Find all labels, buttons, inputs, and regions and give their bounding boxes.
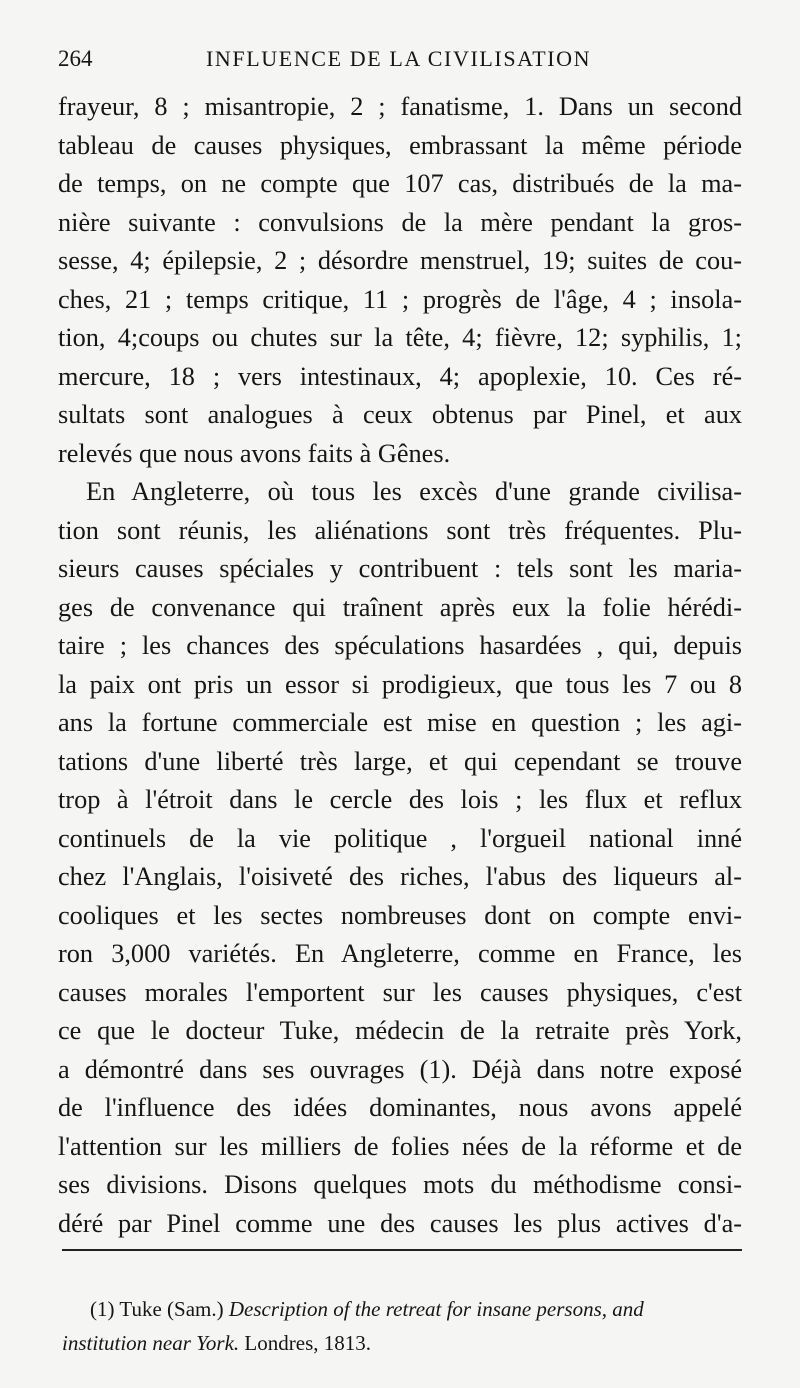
text-line: nière suivante : convulsions de la mère pendant la gros- bbox=[58, 207, 742, 237]
text-line: causes morales l'emportent sur les causes physiques, c'est bbox=[58, 977, 742, 1007]
text-line: relevés que nous avons faits à Gênes. bbox=[58, 438, 451, 468]
text-line: ches, 21 ; temps critique, 11 ; progrès de l'âge, 4 ; insola- bbox=[58, 284, 742, 314]
footnote bbox=[62, 1292, 746, 1360]
text-line: ron 3,000 variétés. En Angleterre, comme en France, les bbox=[58, 939, 742, 968]
text-line: tion sont réunis, les aliénations sont très fréquentes. Plu- bbox=[58, 515, 742, 545]
text-line: sieurs causes spéciales y contribuent : tels sont les maria- bbox=[58, 554, 742, 583]
footnote-divider bbox=[62, 1249, 742, 1251]
page-header bbox=[58, 42, 742, 76]
text-line: ans la fortune commerciale est mise en question ; les agi- bbox=[58, 708, 742, 737]
text-line: ce que le docteur Tuke, médecin de la retraite près York, bbox=[58, 1016, 742, 1045]
text-line: continuels de la vie politique , l'orgueil national inné bbox=[58, 823, 742, 853]
text-line: ses divisions. Disons quelques mots du méthodisme consi- bbox=[58, 1170, 742, 1199]
text-line: taire ; les chances des spéculations hasardées , qui, depuis bbox=[58, 631, 742, 660]
text-line: tations d'une liberté très large, et qui cependant se trouve bbox=[58, 746, 742, 776]
footnote-line bbox=[62, 1326, 746, 1360]
text-line: de temps, on ne compte que 107 cas, distribués de la ma- bbox=[58, 169, 742, 198]
text-line: En Angleterre, où tous les excès d'une grande civilisa- bbox=[86, 477, 742, 506]
body-text bbox=[58, 88, 742, 1243]
text-line: l'attention sur les milliers de folies nées de la réforme et de bbox=[58, 1131, 742, 1161]
text-line: tableau de causes physiques, embrassant la même période bbox=[58, 130, 742, 160]
text-line: de l'influence des idées dominantes, nous avons appelé bbox=[58, 1093, 742, 1122]
text-line: mercure, 18 ; vers intestinaux, 4; apoplexie, 10. Ces ré- bbox=[58, 361, 742, 391]
text-line: sultats sont analogues à ceux obtenus par Pinel, et aux bbox=[58, 400, 742, 429]
running-title: INFLUENCE DE LA CIVILISATION bbox=[206, 46, 592, 71]
footnote-imprint: Londres, 1813. bbox=[244, 1331, 371, 1355]
footnote-marker: (1) bbox=[90, 1297, 115, 1321]
text-line: cooliques et les sectes nombreuses dont on compte envi- bbox=[58, 900, 742, 930]
text-line: ges de convenance qui traînent après eux la folie hérédi- bbox=[58, 592, 742, 622]
text-line: chez l'Anglais, l'oisiveté des riches, l'abus des liqueurs al- bbox=[58, 862, 742, 891]
text-line: la paix ont pris un essor si prodigieux, que tous les 7 ou 8 bbox=[58, 669, 742, 699]
footnote-title: Description of the retreat for insane persons, and bbox=[228, 1297, 644, 1321]
footnote-author: Tuke (Sam.) bbox=[119, 1297, 224, 1321]
footnote-title-cont: institution near York. bbox=[62, 1331, 240, 1355]
text-line: frayeur, 8 ; misantropie, 2 ; fanatisme, 1. Dans un second bbox=[58, 92, 742, 121]
footnote-line bbox=[62, 1292, 746, 1326]
page-number: 264 bbox=[58, 46, 93, 71]
text-line: tion, 4;coups ou chutes sur la tête, 4; fièvre, 12; syphilis, 1; bbox=[58, 323, 742, 352]
text-line: sesse, 4; épilepsie, 2 ; désordre menstruel, 19; suites de cou- bbox=[58, 246, 742, 275]
text-line: déré par Pinel comme une des causes les plus actives d'a- bbox=[58, 1208, 742, 1238]
text-line: trop à l'étroit dans le cercle des lois ; les flux et reflux bbox=[58, 785, 742, 814]
text-line: a démontré dans ses ouvrages (1). Déjà dans notre exposé bbox=[58, 1054, 742, 1084]
